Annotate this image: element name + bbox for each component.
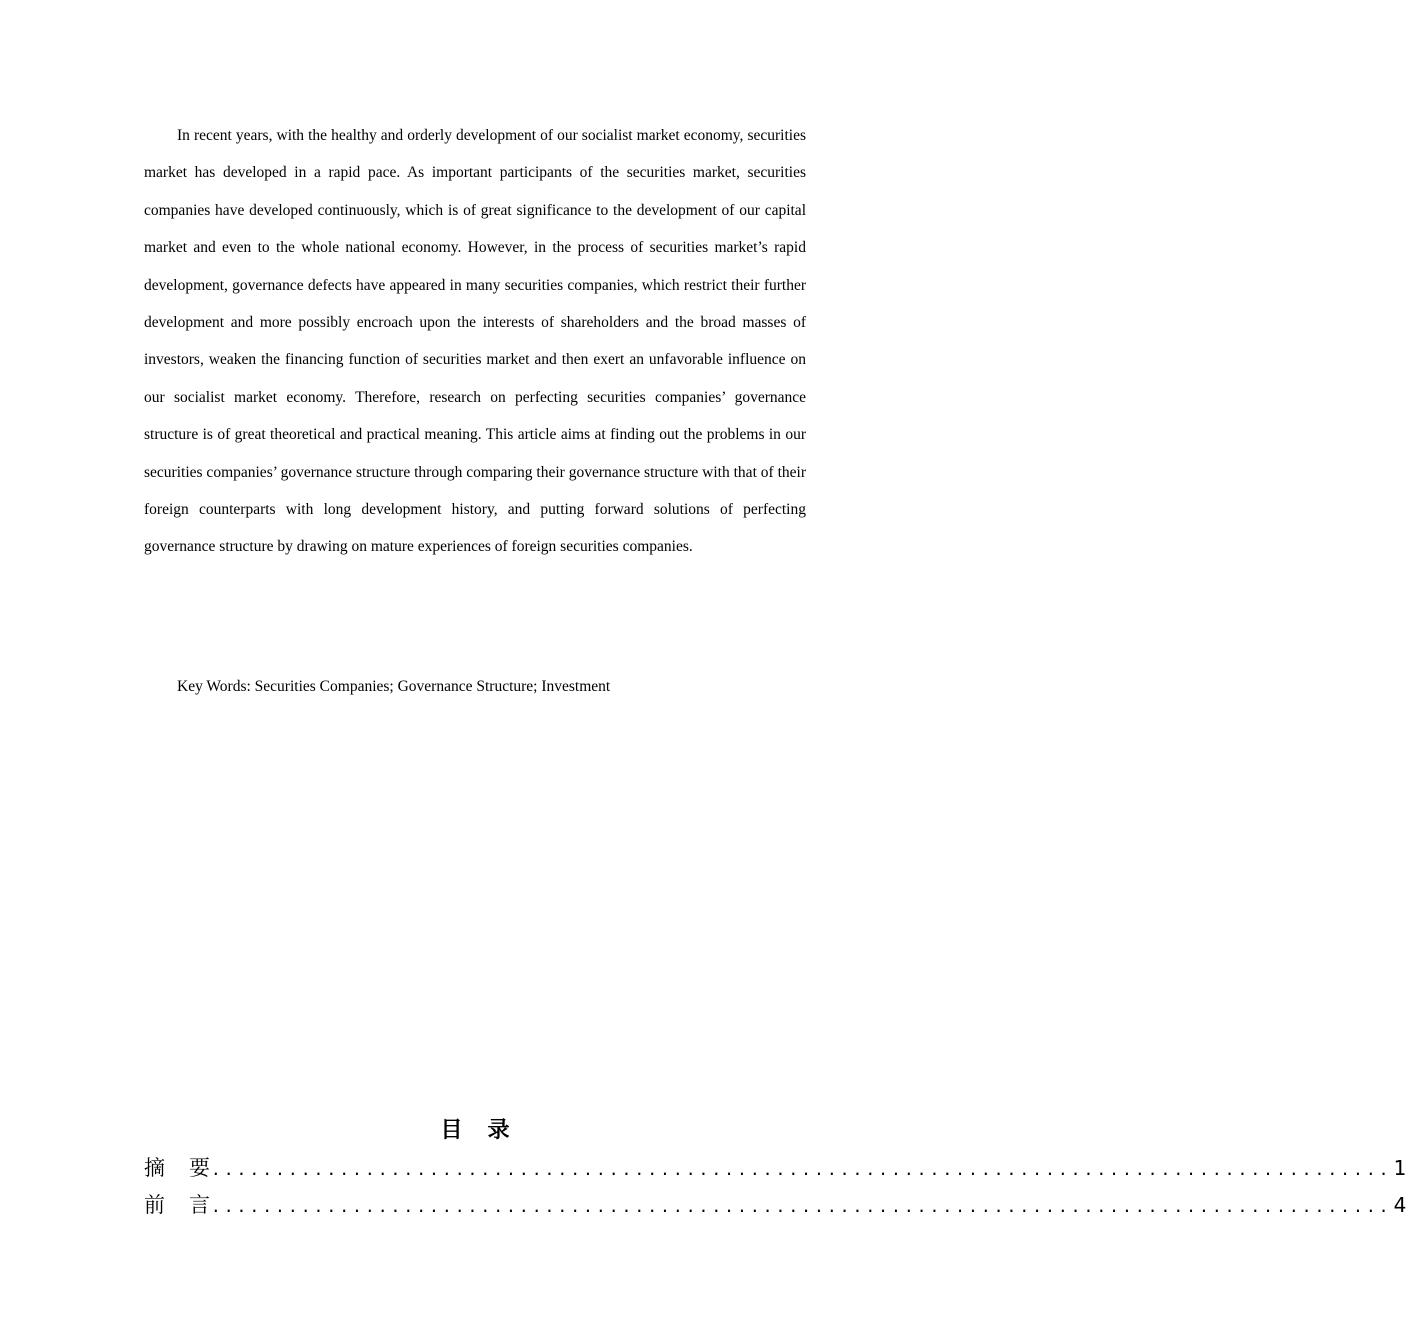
toc-entry-preface[interactable] bbox=[144, 1187, 1406, 1224]
toc-dot-leader: ............................................................................................ bbox=[211, 1197, 1392, 1216]
keywords-line: Key Words: Securities Companies; Governance Structure; Investment bbox=[177, 678, 611, 695]
toc-entry-label: 摘要 bbox=[144, 1156, 210, 1180]
toc-entry-abstract[interactable] bbox=[144, 1150, 1406, 1187]
toc-page-number: 1 bbox=[1393, 1156, 1406, 1180]
toc-list bbox=[144, 1150, 1406, 1224]
toc-entry-label: 前言 bbox=[144, 1193, 210, 1217]
toc-dot-leader: ............................................................................................ bbox=[211, 1160, 1392, 1179]
toc-title: 目录 bbox=[440, 1118, 535, 1143]
abstract-paragraph: In recent years, with the healthy and orderly development of our socialist market economy, securities market has developed in a rapid pace. As important participants of the securities market, securities companies have developed continuously, which is of great significance to the development of our capital market and even to the whole national economy. However, in the process of securities market’s rapid development, governance defects have appeared in many securities companies, which restrict their further development and more possibly encroach upon the interests of shareholders and the broad masses of investors, weaken the financing function of securities market and then exert an unfavorable influence on our socialist market economy. Therefore, research on perfecting securities companies’ governance structure is of great theoretical and practical meaning. This article aims at finding out the problems in our securities companies’ governance structure through comparing their governance structure with that of their foreign counterparts with long development history, and putting forward solutions of perfecting governance structure by drawing on mature experiences of foreign securities companies. bbox=[144, 127, 806, 556]
toc-page-number: 4 bbox=[1393, 1193, 1406, 1217]
